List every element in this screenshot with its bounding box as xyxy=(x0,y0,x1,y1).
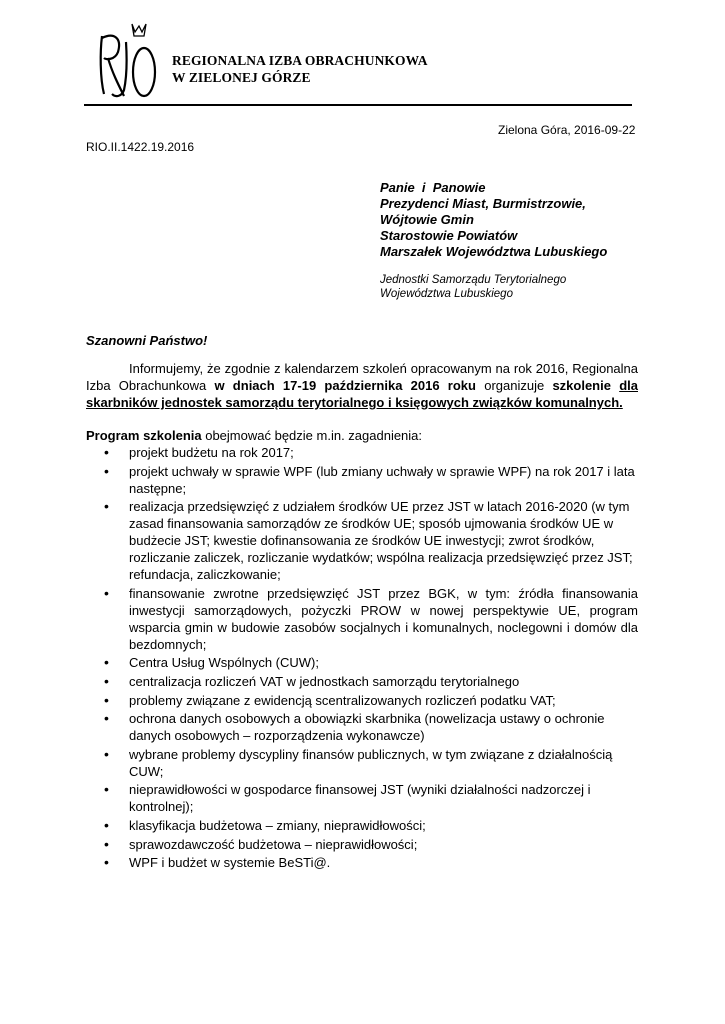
intro-text: Informujemy, że zgodnie z kalendarzem szkoleń opracowanym na rok 2016, Regionalna Izba Obrachunkowa xyxy=(86,361,638,393)
list-item: • realizacja przedsięwzięć z udziałem środków UE przez JST w latach 2016-2020 (w tym zasad finansowania samorządów ze środków UE; sposób ujmowania środków UE w budżecie JST; kwestie dofinansowania ze środków UE inwestycji; zwrot środków, rozliczanie zaliczek, rozliczanie wydatków; wspólna realizacja przedsięwzięć przez JST; refundacja, zaliczkowanie; xyxy=(86,498,638,583)
training-audience: dla skarbników jednostek samorządu terytorialnego i księgowych związków komunalnych. xyxy=(86,378,638,410)
rio-logo xyxy=(96,22,160,102)
addressee-line: Panie i Panowie xyxy=(380,180,486,195)
list-item: • wybrane problemy dyscypliny finansów publicznych, w tym związane z działalnością CUW; xyxy=(86,746,638,780)
unit-line: Województwa Lubuskiego xyxy=(380,288,513,300)
program-heading xyxy=(86,428,422,443)
unit-line: Jednostki Samorządu Terytorialnego xyxy=(380,274,567,286)
list-item: • Centra Usług Wspólnych (CUW); xyxy=(86,654,638,671)
salutation: Szanowni Państwo! xyxy=(86,333,208,348)
program-rest: obejmować będzie m.in. zagadnienia: xyxy=(201,428,423,443)
intro-space xyxy=(611,378,619,393)
addressee-line: Prezydenci Miast, Burmistrzowie, xyxy=(380,196,586,211)
list-item: • sprawozdawczość budżetowa – nieprawidłowości; xyxy=(86,836,638,853)
addressees-block xyxy=(380,180,607,260)
addressee-line: Starostowie Powiatów xyxy=(380,228,518,243)
program-label: Program szkolenia xyxy=(86,428,202,443)
list-item: • klasyfikacja budżetowa – zmiany, nieprawidłowości; xyxy=(86,817,638,834)
program-topics-list xyxy=(86,444,638,873)
addressee-line: Marszałek Województwa Lubuskiego xyxy=(380,244,608,259)
list-item: • finansowanie zwrotne przedsięwzięć JST przez BGK, w tym: źródła finansowania inwestycji samorządowych, pożyczki PROW w nowej perspektywie UE, program wsparcia gmin w budowie zasobów socjalnych i komunalnych, noclegowni i domów dla bezdomnych; xyxy=(86,585,638,653)
list-item: • centralizacja rozliczeń VAT w jednostkach samorządu terytorialnego xyxy=(86,673,638,690)
letter-date: Zielona Góra, 2016-09-22 xyxy=(498,123,636,137)
training-dates: w dniach 17-19 października 2016 roku xyxy=(214,378,476,393)
addressee-line: Wójtowie Gmin xyxy=(380,212,474,227)
header-divider xyxy=(84,104,632,106)
list-item: • projekt budżetu na rok 2017; xyxy=(86,444,638,461)
organization-name xyxy=(172,52,428,86)
list-item: • nieprawidłowości w gospodarce finansowej JST (wyniki działalności nadzorczej i kontrolnej); xyxy=(86,781,638,815)
list-item: • problemy związane z ewidencją scentralizowanych rozliczeń podatku VAT; xyxy=(86,692,638,709)
list-item: • WPF i budżet w systemie BeSTi@. xyxy=(86,854,638,871)
list-item: • ochrona danych osobowych a obowiązki skarbnika (nowelizacja ustawy o ochronie danych osobowych – rozporządzenia wykonawcze) xyxy=(86,710,638,744)
units-block xyxy=(380,273,566,301)
org-line-1: REGIONALNA IZBA OBRACHUNKOWA xyxy=(172,53,428,68)
org-line-2: W ZIELONEJ GÓRZE xyxy=(172,70,311,85)
reference-number: RIO.II.1422.19.2016 xyxy=(86,140,195,154)
intro-text: organizuje xyxy=(475,378,553,393)
list-item: • projekt uchwały w sprawie WPF (lub zmiany uchwały w sprawie WPF) na rok 2017 i lata następne; xyxy=(86,463,638,497)
intro-paragraph xyxy=(86,360,638,411)
training-word: szkolenie xyxy=(552,378,611,393)
